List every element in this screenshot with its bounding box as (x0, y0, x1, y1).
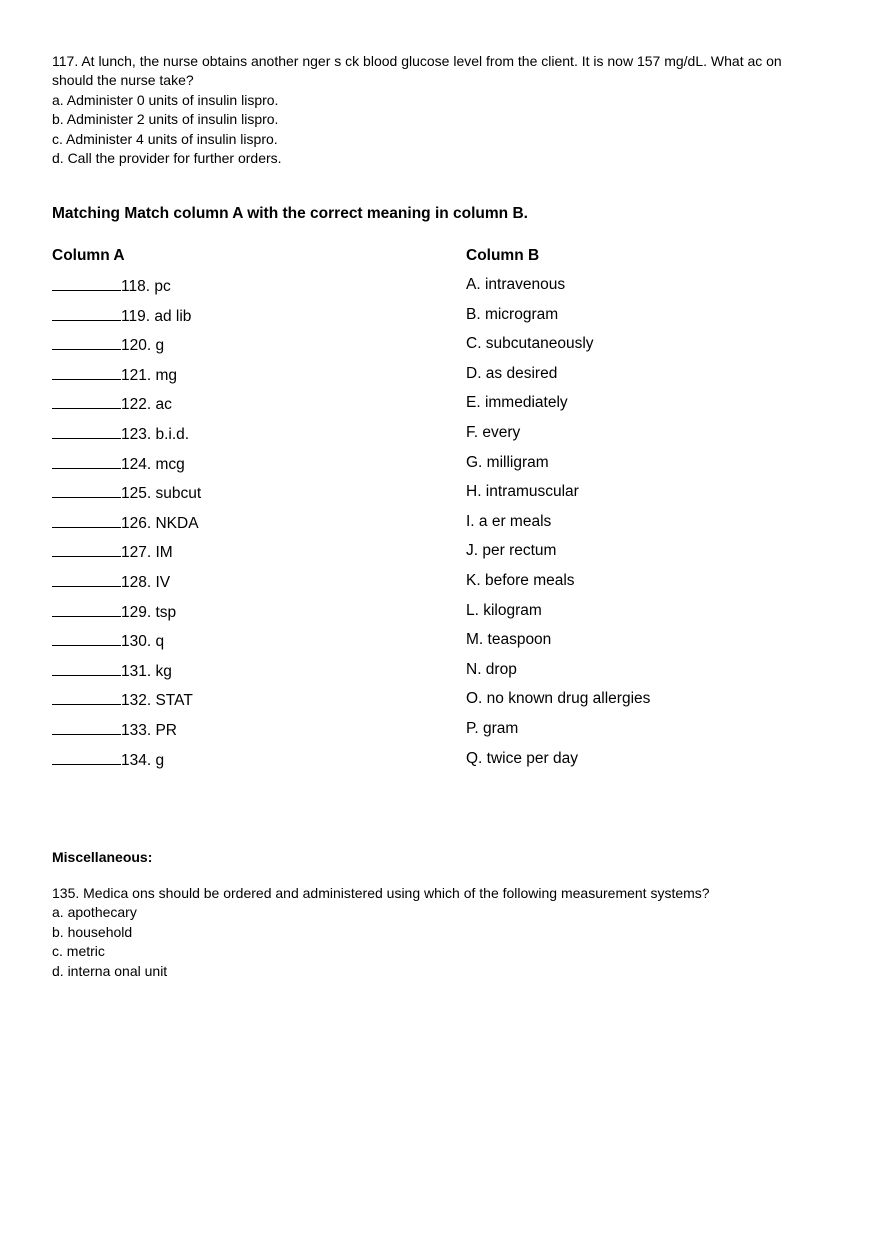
answer-blank[interactable] (52, 513, 121, 528)
column-a-term: 134. g (121, 751, 165, 769)
column-b-meaning: B. microgram (466, 305, 559, 323)
answer-blank[interactable] (52, 365, 121, 380)
column-a-item (52, 513, 199, 533)
matching-row (0, 306, 880, 336)
column-b-meaning: L. kilogram (466, 601, 542, 619)
column-b-meaning: N. drop (466, 660, 517, 678)
miscellaneous-heading: Miscellaneous: (52, 849, 153, 865)
column-a-item (52, 454, 185, 474)
matching-row (0, 276, 880, 306)
question-135-option-a: a. apothecary (52, 904, 137, 921)
column-a-term: 127. IM (121, 544, 173, 562)
question-135-stem: 135. Medica ons should be ordered and administered using which of the following measurement systems? (52, 885, 710, 901)
column-a-item (52, 424, 189, 444)
answer-blank[interactable] (52, 394, 121, 409)
answer-blank[interactable] (52, 661, 121, 676)
column-b-meaning: O. no known drug allergies (466, 690, 651, 708)
column-a-term: 122. ac (121, 396, 172, 414)
column-b-title: Column B (466, 247, 540, 264)
matching-row (0, 572, 880, 602)
question-117 (52, 52, 812, 168)
column-a-term: 129. tsp (121, 603, 177, 621)
question-135-option-d: d. interna onal unit (52, 962, 168, 979)
matching-row (0, 454, 880, 484)
column-a-term: 128. IV (121, 573, 171, 591)
matching-row (0, 483, 880, 513)
column-b-meaning: J. per rectum (466, 542, 557, 560)
column-b-meaning: H. intramuscular (466, 483, 579, 501)
question-117-option-a: a. Administer 0 units of insulin lispro. (52, 91, 279, 108)
answer-blank[interactable] (52, 631, 121, 646)
column-b-meaning: C. subcutaneously (466, 335, 594, 353)
matching-row (0, 542, 880, 572)
answer-blank[interactable] (52, 720, 121, 735)
column-a-item (52, 661, 172, 681)
column-b-meaning: Q. twice per day (466, 749, 578, 767)
matching-row (0, 394, 880, 424)
question-117-option-d: d. Call the provider for further orders. (52, 150, 282, 167)
answer-blank[interactable] (52, 276, 121, 291)
matching-row (0, 720, 880, 750)
column-b-meaning: K. before meals (466, 571, 575, 589)
question-117-option-b: b. Administer 2 units of insulin lispro. (52, 111, 279, 128)
answer-blank[interactable] (52, 335, 121, 350)
column-a-term: 132. STAT (121, 692, 193, 710)
question-135-option-c: c. metric (52, 943, 105, 960)
matching-row (0, 602, 880, 632)
column-a-term: 120. g (121, 337, 165, 355)
column-a-term: 119. ad lib (121, 307, 192, 325)
column-a-item (52, 276, 171, 296)
matching-row (0, 335, 880, 365)
question-117-option-c: c. Administer 4 units of insulin lispro. (52, 130, 278, 147)
matching-rows (0, 276, 880, 779)
matching-row (0, 424, 880, 454)
column-a-title: Column A (52, 247, 125, 264)
column-a-term: 124. mcg (121, 455, 185, 473)
column-a-item (52, 720, 177, 740)
column-a-term: 125. subcut (121, 485, 202, 503)
column-a-term: 126. NKDA (121, 514, 199, 532)
answer-blank[interactable] (52, 424, 121, 439)
answer-blank[interactable] (52, 306, 121, 321)
column-a-item (52, 690, 193, 710)
column-a-item (52, 542, 173, 562)
column-b-meaning: F. every (466, 423, 521, 441)
column-a-item (52, 750, 164, 770)
column-b-meaning: G. milligram (466, 453, 549, 471)
answer-blank[interactable] (52, 690, 121, 705)
column-a-item (52, 365, 177, 385)
column-a-term: 121. mg (121, 366, 178, 384)
answer-blank[interactable] (52, 602, 121, 617)
matching-row (0, 631, 880, 661)
question-117-stem: 117. At lunch, the nurse obtains another nger s ck blood glucose level from the client. It is now 157 mg/dL. What ac on should the nurse take? (52, 53, 782, 89)
matching-row (0, 513, 880, 543)
column-b-meaning: D. as desired (466, 364, 558, 382)
column-a-term: 131. kg (121, 662, 172, 680)
column-a-item (52, 394, 172, 414)
column-a-item (52, 306, 191, 326)
answer-blank[interactable] (52, 750, 121, 765)
answer-blank[interactable] (52, 572, 121, 587)
matching-row (0, 365, 880, 395)
column-a-item (52, 631, 164, 651)
column-b-meaning: A. intravenous (466, 276, 566, 293)
column-a-item (52, 335, 164, 355)
column-a-term: 118. pc (121, 278, 171, 295)
column-b-meaning: M. teaspoon (466, 631, 552, 649)
column-b-meaning: I. a er meals (466, 512, 552, 530)
answer-blank[interactable] (52, 483, 121, 498)
column-b-meaning: E. immediately (466, 394, 568, 412)
column-b-meaning: P. gram (466, 719, 519, 737)
column-a-term: 130. q (121, 633, 165, 651)
answer-blank[interactable] (52, 454, 121, 469)
column-a-item (52, 483, 201, 503)
column-a-term: 133. PR (121, 721, 178, 739)
answer-blank[interactable] (52, 542, 121, 557)
column-a-item (52, 602, 176, 622)
column-a-term: 123. b.i.d. (121, 425, 190, 443)
matching-row (0, 690, 880, 720)
matching-heading: Matching Match column A with the correct meaning in column B. (52, 205, 528, 222)
matching-row (0, 661, 880, 691)
matching-row (0, 750, 880, 780)
question-135-option-b: b. household (52, 923, 133, 940)
question-135 (52, 884, 832, 981)
column-a-item (52, 572, 170, 592)
